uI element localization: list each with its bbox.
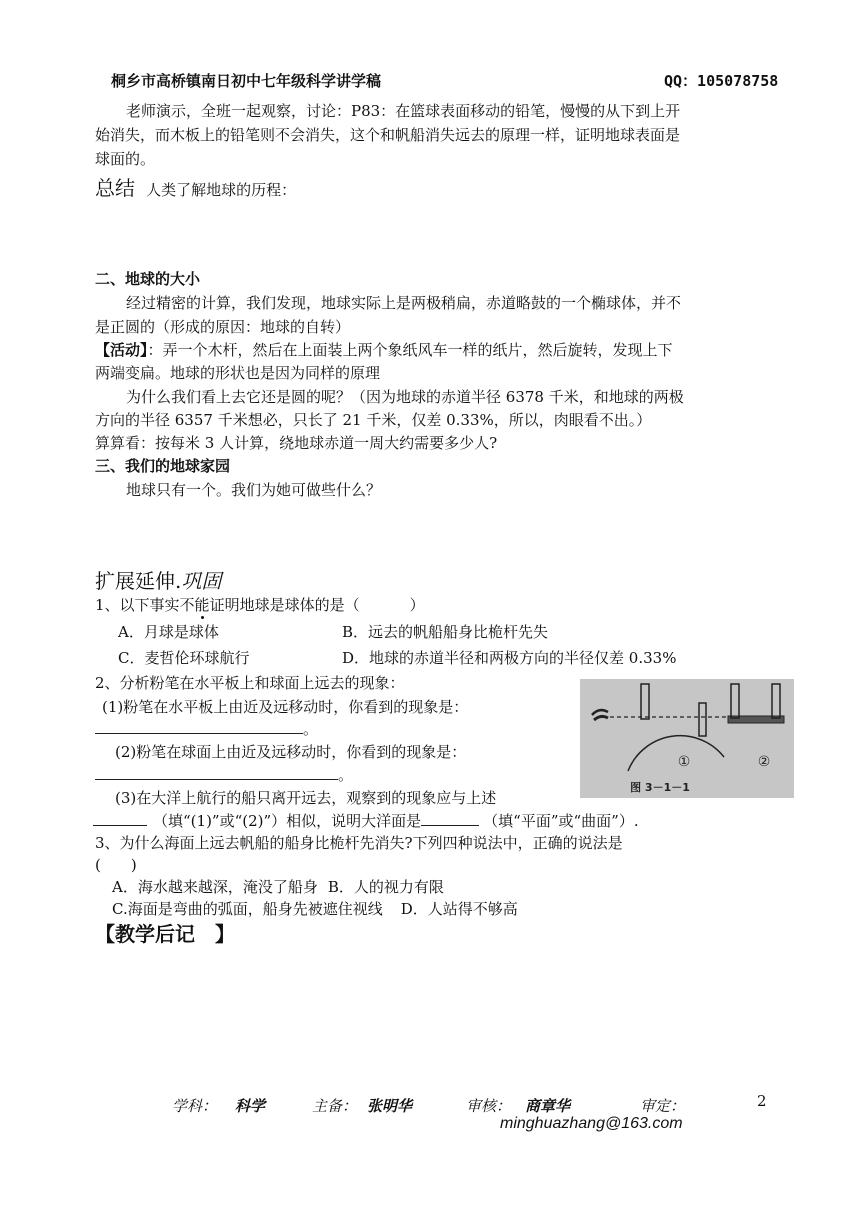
q3-option-c: C.海面是弯曲的弧面，船身先被遮住视线 (112, 900, 383, 918)
q1-stem-a: 1、以下事实不 (95, 596, 195, 614)
q3-options-ab (112, 876, 444, 897)
q2-sub-3-mid: （填“(1)”或“(2)”）相似，说明大洋面是 (153, 812, 422, 830)
q1-stem-c: ） (409, 596, 425, 614)
footer-prep (312, 1095, 412, 1116)
footer-subject-value: 科学 (235, 1097, 266, 1115)
q1-option-d: D．地球的赤道半径和两极方向的半径仅差 0.33% (342, 649, 677, 667)
page-number: 2 (757, 1092, 767, 1110)
q3-option-d: D．人站得不够高 (400, 900, 518, 918)
figure-label-2: ② (757, 754, 771, 770)
figure-caption: 图 3－1－1 (630, 781, 690, 794)
q2-stem: 2、分析粉笔在水平板上和球面上远去的现象： (95, 674, 405, 692)
summary (95, 172, 296, 201)
section-3-title: 三、我们的地球家园 (95, 457, 231, 475)
q2-sub-3-end: （填“平面”或“曲面”）. (483, 812, 639, 830)
footer-approve (640, 1095, 685, 1116)
activity-line-2: 两端变扁。地球的形状也是因为同样的原理 (95, 364, 381, 382)
q2-sub-1: (1)粉笔在水平板上由近及远移动时，你看到的现象是： (102, 698, 469, 716)
school-header: 桐乡市高桥镇南日初中七年级科学讲学稿 (111, 72, 382, 90)
q3-stem-a: 3、为什么海面上远去帆船的船身比桅杆先消失?下列四种说法中，正确的说法是 (95, 834, 623, 852)
q2-blank-2[interactable] (95, 765, 338, 780)
extension-title-b: 巩固 (181, 569, 222, 593)
qq-number: QQ：105078758 (664, 72, 779, 90)
intro-line-3: 球面的。 (95, 150, 156, 168)
footer-approve-key: 审定： (640, 1097, 686, 1115)
q2-blank-4[interactable] (421, 811, 479, 826)
q2-sub-1-answer (95, 718, 318, 739)
section-2-title: 二、地球的大小 (95, 270, 201, 288)
footer-subject (172, 1095, 265, 1116)
figure-illustration (580, 679, 794, 798)
figure-label-1: ① (677, 754, 691, 770)
q1-option-c: C．麦哲伦环球航行 (118, 649, 250, 667)
q3-option-b: B．人的视力有限 (327, 878, 444, 896)
q1-stem-b: 证明地球是球体的是（ (209, 596, 360, 614)
activity-line (95, 339, 673, 360)
footer-prep-value: 张明华 (367, 1097, 413, 1115)
q2-blank-1[interactable] (95, 719, 303, 734)
q2-sub-3-cont (93, 810, 639, 831)
section-2-p2b: 方向的半径 6357 千米想必，只长了 21 千米，仅差 0.33%，所以，肉眼看不出。） (95, 411, 652, 429)
footer-review-key: 审核： (466, 1097, 512, 1115)
q2-blank-3[interactable] (93, 811, 147, 826)
extension-title (95, 565, 221, 594)
q2-sub-2-end: 。 (338, 766, 354, 784)
section-2-p1a: 经过精密的计算，我们发现，地球实际上是两极稍扁，赤道略鼓的一个椭球体，并不 (126, 294, 682, 312)
q3-options-cd (112, 898, 518, 919)
q1-stem (95, 594, 425, 615)
q2-sub-2-answer (95, 764, 353, 785)
footer-prep-key: 主备： (312, 1097, 358, 1115)
section-2-p1b: 是正圆的（形成的原因：地球的自转） (95, 318, 351, 336)
q1-option-a: A．月球是球体 (118, 623, 219, 641)
summary-label: 总结 (95, 176, 135, 200)
section-3-text: 地球只有一个。我们为她可做些什么？ (126, 481, 382, 499)
footer-review-value: 商章华 (525, 1097, 571, 1115)
teaching-postscript: 【教学后记 】 (95, 922, 235, 946)
section-2-p2a: 为什么我们看上去它还是圆的呢？（因为地球的赤道半径 6378 千米，和地球的两极 (126, 388, 684, 406)
q1-stem-dot: 能 (194, 596, 210, 614)
q1-option-b: B．远去的帆船船身比桅杆先失 (342, 623, 549, 641)
q3-stem-b: ( ) (95, 856, 137, 874)
footer-subject-key: 学科： (172, 1097, 218, 1115)
q2-sub-3: (3)在大洋上航行的船只离开远去，观察到的现象应与上述 (115, 789, 497, 807)
figure-3-1-1 (580, 679, 794, 798)
intro-line-1: 老师演示，全班一起观察，讨论：P83：在篮球表面移动的铅笔，慢慢的从下到上开 (126, 102, 681, 120)
footer-review (466, 1095, 570, 1116)
footer-email: minghuazhang@163.com (500, 1115, 683, 1132)
intro-line-2: 始消失，而木板上的铅笔则不会消失，这个和帆船消失远去的原理一样，证明地球表面是 (95, 126, 681, 144)
q3-option-a: A．海水越来越深，淹没了船身 (112, 878, 318, 896)
calc-question: 算算看：按每米 3 人计算，绕地球赤道一周大约需要多少人? (95, 434, 498, 452)
activity-text: ：弄一个木杆，然后在上面装上两个象纸风车一样的纸片，然后旋转，发现上下 (147, 341, 673, 359)
q2-sub-1-end: 。 (303, 720, 319, 738)
extension-title-a: 扩展延伸. (95, 569, 182, 593)
q2-sub-2: (2)粉笔在球面上由近及远移动时，你看到的现象是： (115, 743, 467, 761)
summary-text: 人类了解地球的历程： (146, 181, 297, 199)
activity-tag: 【活动】 (95, 341, 148, 359)
